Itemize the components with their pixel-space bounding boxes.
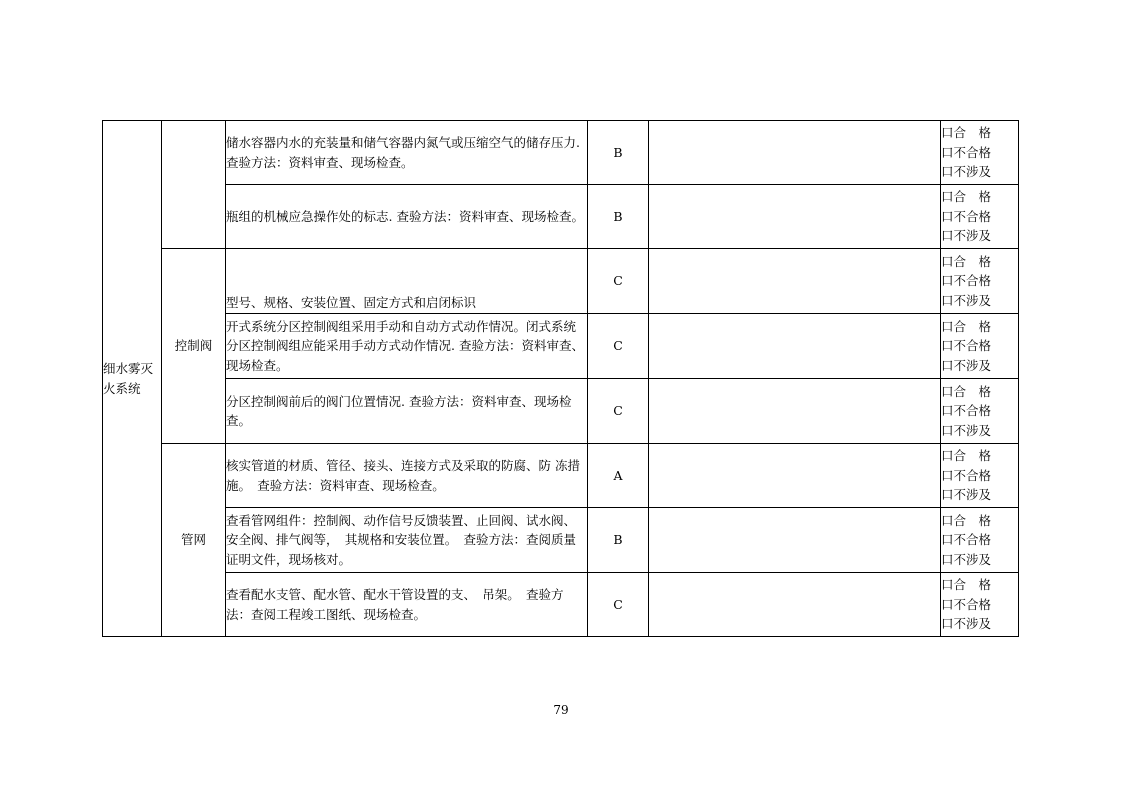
- level-cell: C: [588, 573, 649, 637]
- result-cell: [941, 379, 1019, 444]
- system-name: 细水雾灭火系统: [103, 361, 154, 396]
- option-na[interactable]: 口不涉及: [941, 164, 992, 180]
- table-row: [103, 573, 1019, 637]
- table-row: [103, 379, 1019, 444]
- option-pass[interactable]: 口合 格: [941, 383, 992, 399]
- option-fail[interactable]: 口不合格: [941, 403, 992, 419]
- option-pass[interactable]: 口合 格: [941, 125, 992, 141]
- option-pass[interactable]: 口合 格: [941, 512, 992, 528]
- level-cell: C: [588, 249, 649, 314]
- option-fail[interactable]: 口不合格: [941, 467, 992, 483]
- option-fail[interactable]: 口不合格: [941, 144, 992, 160]
- option-na[interactable]: 口不涉及: [941, 292, 992, 308]
- option-fail[interactable]: 口不合格: [941, 596, 992, 612]
- level-cell: C: [588, 314, 649, 379]
- remarks-cell[interactable]: [649, 185, 941, 249]
- option-fail[interactable]: 口不合格: [941, 532, 992, 548]
- option-fail[interactable]: 口不合格: [941, 208, 992, 224]
- level-cell: A: [588, 444, 649, 508]
- description-cell: 查看配水支管、配水管、配水干管设置的支、 吊架。 查验方法：查阅工程竣工图纸、现场检查。: [226, 573, 588, 637]
- remarks-cell[interactable]: [649, 444, 941, 508]
- option-fail[interactable]: 口不合格: [941, 338, 992, 354]
- description-cell: 查看管网组件：控制阀、动作信号反馈装置、止回阀、试水阀、安全阀、排气阀等， 其规格和安装位置。 查验方法：查阅质量证明文件，现场核对。: [226, 508, 588, 573]
- level-cell: B: [588, 121, 649, 185]
- option-pass[interactable]: 口合 格: [941, 318, 992, 334]
- result-cell: [941, 314, 1019, 379]
- sub-item-label: 管网: [180, 532, 206, 548]
- table-row: [103, 249, 1019, 314]
- system-name-cell: [103, 121, 162, 637]
- level-cell: B: [588, 508, 649, 573]
- result-cell: [941, 444, 1019, 508]
- sub-item-label: 控制阀: [174, 338, 213, 354]
- table-row: [103, 508, 1019, 573]
- option-na[interactable]: 口不涉及: [941, 228, 992, 244]
- result-cell: [941, 508, 1019, 573]
- option-na[interactable]: 口不涉及: [941, 551, 992, 567]
- description-cell: 分区控制阀前后的阀门位置情况. 查验方法：资料审查、现场检查。: [226, 379, 588, 444]
- description-cell: 开式系统分区控制阀组采用手动和自动方式动作情况。闭式系统分区控制阀组应能采用手动方式动作情况. 查验方法：资料审查、现场检查。: [226, 314, 588, 379]
- option-fail[interactable]: 口不合格: [941, 273, 992, 289]
- description-cell: 型号、规格、安装位置、固定方式和启闭标识: [226, 249, 588, 314]
- sub-item-cell: [162, 249, 226, 444]
- option-pass[interactable]: 口合 格: [941, 189, 992, 205]
- table-row: [103, 314, 1019, 379]
- option-pass[interactable]: 口合 格: [941, 253, 992, 269]
- remarks-cell[interactable]: [649, 508, 941, 573]
- result-cell: [941, 573, 1019, 637]
- option-pass[interactable]: 口合 格: [941, 448, 992, 464]
- option-na[interactable]: 口不涉及: [941, 357, 992, 373]
- option-pass[interactable]: 口合 格: [941, 577, 992, 593]
- page-number: 79: [553, 703, 569, 717]
- result-cell: [941, 249, 1019, 314]
- level-cell: B: [588, 185, 649, 249]
- table-row: [103, 444, 1019, 508]
- sub-item-cell: [162, 444, 226, 637]
- result-cell: [941, 185, 1019, 249]
- remarks-cell[interactable]: [649, 573, 941, 637]
- remarks-cell[interactable]: [649, 379, 941, 444]
- remarks-cell[interactable]: [649, 314, 941, 379]
- level-cell: C: [588, 379, 649, 444]
- option-na[interactable]: 口不涉及: [941, 422, 992, 438]
- remarks-cell[interactable]: [649, 249, 941, 314]
- inspection-table: [102, 120, 1019, 637]
- result-cell: [941, 121, 1019, 185]
- table-row: [103, 185, 1019, 249]
- sub-item-cell: [162, 121, 226, 249]
- option-na[interactable]: 口不涉及: [941, 487, 992, 503]
- remarks-cell[interactable]: [649, 121, 941, 185]
- description-cell: 核实管道的材质、管径、接头、连接方式及采取的防腐、防 冻措施。 查验方法：资料审查、现场检查。: [226, 444, 588, 508]
- description-cell: 储水容器内水的充装量和储气容器内氮气或压缩空气的储存压力. 查验方法：资料审查、现场检查。: [226, 121, 588, 185]
- table-row: [103, 121, 1019, 185]
- description-cell: 瓶组的机械应急操作处的标志. 查验方法：资料审查、现场检查。: [226, 185, 588, 249]
- option-na[interactable]: 口不涉及: [941, 616, 992, 632]
